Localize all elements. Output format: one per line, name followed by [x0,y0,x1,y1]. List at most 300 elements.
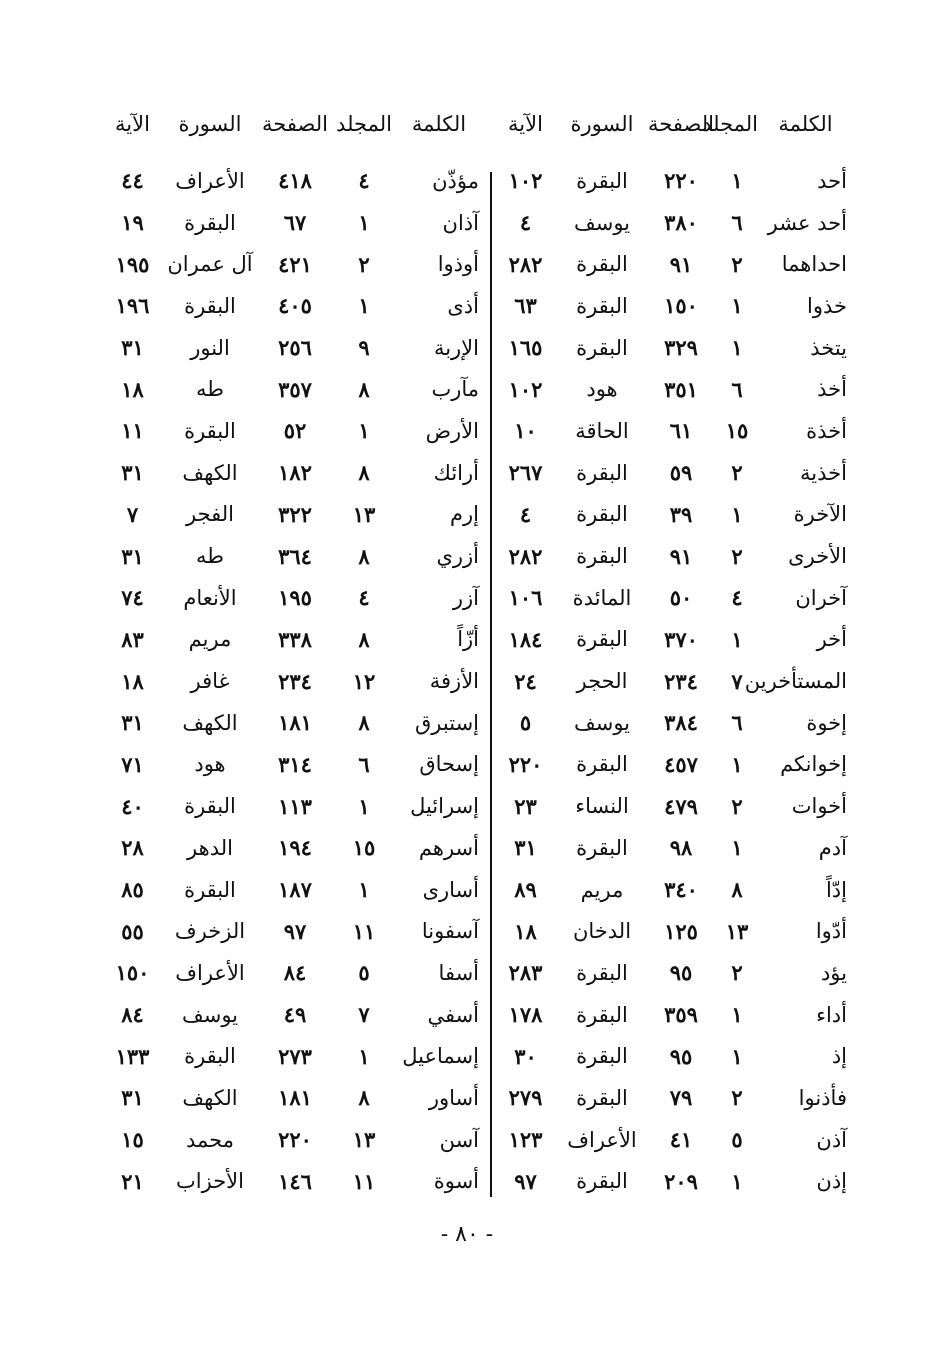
column-divider [490,172,492,1197]
cell-surah: البقرة [576,252,628,277]
cell-page: ٢٠٩ [664,1168,698,1194]
cell-word: إسحاق [419,752,479,777]
cell-volume: ٢ [731,251,743,277]
cell-verse: ١٨ [121,376,144,402]
cell-page: ٩٨ [669,835,693,861]
cell-page: ٤٥٧ [664,751,698,777]
cell-volume: ١٢ [352,668,376,694]
cell-verse: ٧١ [121,751,144,777]
table-row [493,452,853,494]
cell-verse: ١١ [121,418,144,444]
cell-verse: ١٦٥ [508,335,543,361]
cell-volume: ٢ [731,543,743,569]
cell-verse: ٦٣ [514,293,537,319]
cell-word: آذن [816,1127,847,1152]
cell-page: ٥٢ [283,418,307,444]
cell-surah: البقرة [576,293,628,318]
cell-page: ٣٨٤ [664,710,698,736]
index-column-right [493,112,853,1202]
cell-surah: الحجر [576,669,628,694]
cell-volume: ٧ [358,1002,370,1028]
cell-page: ٣٢٩ [664,335,698,361]
cell-surah: مريم [188,627,232,652]
cell-verse: ٢٨٣ [508,960,543,986]
table-row [100,1161,485,1203]
table-row [493,952,853,994]
cell-word: أزري [436,544,479,569]
cell-page: ٣٦٤ [278,543,312,569]
table-row [100,243,485,285]
table-row [100,577,485,619]
cell-word: الأرض [425,418,479,443]
cell-verse: ١٢٣ [508,1127,543,1153]
cell-surah: البقرة [576,627,628,652]
cell-surah: يوسف [573,210,631,235]
cell-page: ٤٢١ [278,251,312,277]
table-row [100,952,485,994]
cell-word: آدم [818,835,847,860]
cell-volume: ٨ [731,877,743,903]
cell-page: ٣٤٠ [664,877,698,903]
cell-page: ٢٧٣ [278,1043,312,1069]
cell-word: أخوات [791,794,847,819]
cell-surah: الأعراف [175,960,245,985]
cell-word: مؤذّن [432,168,479,193]
cell-verse: ٤ [519,210,532,236]
cell-verse: ١٨ [121,668,144,694]
table-row [100,494,485,536]
cell-volume: ٦ [731,710,743,736]
cell-volume: ١٥ [352,835,376,861]
table-row [493,827,853,869]
cell-word: الأخرى [788,544,847,569]
table-row [100,619,485,661]
cell-page: ٤٧٩ [664,793,698,819]
cell-volume: ٥ [731,1127,743,1153]
header-page: الصفحة [648,112,714,136]
cell-page: ٥٠ [669,585,693,611]
cell-volume: ٨ [358,626,370,652]
cell-surah: محمد [186,1127,234,1152]
table-row [493,785,853,827]
cell-verse: ١٩٥ [115,251,150,277]
cell-page: ٦٧ [283,210,307,236]
cell-volume: ٢ [731,793,743,819]
cell-verse: ٨٣ [121,626,144,652]
cell-surah: البقرة [576,960,628,985]
cell-surah: الأعراف [567,1127,637,1152]
cell-word: آزر [452,585,479,610]
cell-volume: ١ [731,835,743,861]
cell-page: ٩١ [669,251,693,277]
cell-surah: الدخان [572,919,632,944]
cell-volume: ٤ [731,585,743,611]
cell-page: ٣٨٠ [664,210,698,236]
cell-surah: الزخرف [174,919,246,944]
cell-surah: البقرة [184,877,236,902]
cell-word: آخران [795,585,847,610]
cell-page: ٢٣٤ [278,668,312,694]
cell-volume: ١ [358,877,370,903]
cell-verse: ٢٣ [514,793,537,819]
header-verse: الآية [508,112,543,136]
cell-word: أسفا [438,960,479,985]
cell-volume: ٢ [358,251,370,277]
cell-volume: ١ [731,501,743,527]
cell-verse: ٣١ [121,460,144,486]
cell-page: ٦١ [669,418,693,444]
cell-verse: ٢٨٢ [508,543,543,569]
cell-page: ٩٥ [669,960,693,986]
cell-verse: ٣١ [121,710,144,736]
cell-surah: الفجر [186,502,234,527]
cell-surah: الحاقة [575,418,629,443]
cell-verse: ٧ [126,501,139,527]
cell-surah: البقرة [576,1044,628,1069]
cell-word: إسرائيل [410,794,479,819]
table-row [100,452,485,494]
cell-volume: ١ [731,626,743,652]
table-row [493,577,853,619]
cell-page: ١٩٤ [278,835,312,861]
cell-surah: البقرة [576,835,628,860]
table-row [493,160,853,202]
cell-surah: البقرة [576,1169,628,1194]
cell-surah: الكهف [182,460,238,485]
cell-word: الإربة [433,335,479,360]
cell-verse: ٨٩ [514,877,537,903]
cell-word: أخر [816,627,847,652]
cell-volume: ٤ [358,585,370,611]
cell-volume: ١ [731,1002,743,1028]
table-row [493,702,853,744]
cell-verse: ١٨ [514,918,537,944]
table-row [493,660,853,702]
cell-volume: ٢ [731,460,743,486]
cell-verse: ٤٤ [121,168,144,194]
cell-word: الأزفة [429,669,479,694]
table-row [493,910,853,952]
cell-surah: البقرة [184,1044,236,1069]
cell-verse: ٢٦٧ [508,460,543,486]
cell-verse: ٧٤ [121,585,144,611]
cell-surah: الأحزاب [176,1169,244,1194]
cell-surah: الدهر [187,835,233,860]
header-volume: المجلد [702,112,758,136]
cell-volume: ١ [358,293,370,319]
cell-word: إذ [831,1044,847,1069]
cell-surah: طه [196,544,224,569]
table-row [100,869,485,911]
index-table-left [100,112,485,1202]
cell-volume: ١٣ [352,1127,376,1153]
cell-volume: ٨ [358,460,370,486]
cell-word: إخوة [806,710,847,735]
cell-word: أدّوا [815,919,847,944]
cell-verse: ٢١ [121,1168,144,1194]
cell-volume: ١ [358,1043,370,1069]
page-number: - ٨٠ - [440,1222,494,1247]
cell-volume: ١٣ [725,918,749,944]
cell-word: آسفونا [421,919,479,944]
cell-page: ٤١ [669,1127,693,1153]
cell-volume: ٨ [358,376,370,402]
cell-volume: ٢ [731,1085,743,1111]
cell-surah: يوسف [573,710,631,735]
cell-surah: البقرة [576,460,628,485]
cell-word: إستبرق [415,710,479,735]
table-row [100,1077,485,1119]
cell-word: أخذية [800,460,847,485]
cell-verse: ١٩ [121,210,144,236]
cell-volume: ١١ [352,1168,376,1194]
table-row [493,243,853,285]
cell-verse: ٤ [519,501,532,527]
table-row [100,410,485,452]
cell-page: ١٨٢ [278,460,312,486]
cell-page: ٨٤ [283,960,307,986]
cell-volume: ١ [731,751,743,777]
table-row [100,1119,485,1161]
cell-word: أخذة [806,418,847,443]
cell-volume: ١ [731,293,743,319]
cell-volume: ٨ [358,1085,370,1111]
index-table-right [493,112,853,1202]
cell-surah: البقرة [184,794,236,819]
cell-page: ٢٢٠ [278,1127,312,1153]
cell-verse: ٩٧ [514,1168,537,1194]
cell-surah: يوسف [181,1002,239,1027]
cell-word: إسماعيل [402,1044,479,1069]
cell-surah: المائدة [572,585,632,610]
cell-word: أساور [428,1085,479,1110]
cell-surah: هود [194,752,226,777]
table-row [493,1119,853,1161]
cell-page: ١٩٥ [278,585,312,611]
header-verse: الآية [115,112,150,136]
header-surah: السورة [178,112,242,136]
cell-page: ١١٣ [278,793,312,819]
cell-page: ١٨٧ [278,877,312,903]
table-row [493,410,853,452]
cell-verse: ٢٢٠ [508,751,543,777]
cell-word: أحد عشر [767,210,847,235]
cell-verse: ٥٥ [121,918,144,944]
cell-surah: النور [190,335,230,360]
cell-verse: ١٠٢ [508,376,543,402]
cell-word: إذن [816,1169,847,1194]
cell-word: يتخذ [810,335,847,360]
cell-word: أسفي [427,1002,479,1027]
cell-page: ٤١٨ [278,168,312,194]
cell-verse: ٢٨ [121,835,144,861]
cell-verse: ١٠٢ [508,168,543,194]
cell-surah: غافر [190,669,230,694]
cell-surah: مريم [580,877,624,902]
table-row [100,660,485,702]
table-row [493,1035,853,1077]
header-volume: المجلد [336,112,392,136]
cell-volume: ١ [731,168,743,194]
table-row [493,744,853,786]
cell-word: خذوا [807,293,847,318]
table-row [100,160,485,202]
cell-word: أحد [817,168,847,193]
cell-page: ٩١ [669,543,693,569]
cell-surah: الكهف [182,1085,238,1110]
cell-volume: ١٣ [352,501,376,527]
cell-word: أوذوا [437,252,479,277]
cell-page: ٣٩ [669,501,693,527]
cell-verse: ٣١ [121,1085,144,1111]
cell-word: فأذنوا [798,1085,847,1110]
cell-verse: ١٠٦ [508,585,543,611]
table-row [493,202,853,244]
table-row [493,327,853,369]
cell-word: إدّاً [825,877,847,902]
cell-volume: ٢ [731,960,743,986]
cell-volume: ١١ [352,918,376,944]
cell-verse: ٢٧٩ [508,1085,543,1111]
cell-verse: ١٣٣ [115,1043,150,1069]
table-row [100,202,485,244]
cell-volume: ١ [358,793,370,819]
table-row [100,702,485,744]
cell-volume: ٥ [358,960,370,986]
cell-surah: البقرة [184,418,236,443]
cell-word: المستأخرين [744,669,847,694]
table-header-row [493,112,853,160]
header-word: الكلمة [778,112,833,136]
cell-verse: ٢٨٢ [508,251,543,277]
cell-page: ٣٢٢ [278,501,312,527]
cell-page: ٩٧ [283,918,307,944]
table-row [100,368,485,410]
table-row [493,368,853,410]
cell-verse: ٤٠ [121,793,144,819]
cell-word: أرائك [433,460,479,485]
cell-page: ٥٩ [669,460,693,486]
cell-surah: البقرة [576,168,628,193]
header-surah: السورة [570,112,634,136]
header-page: الصفحة [262,112,328,136]
cell-surah: البقرة [184,293,236,318]
table-row [100,785,485,827]
cell-word: آسن [439,1127,479,1152]
cell-word: أزّاً [457,627,479,652]
cell-surah: الكهف [182,710,238,735]
cell-volume: ٩ [358,335,370,361]
index-column-left [100,112,485,1202]
cell-verse: ١٥٠ [115,960,150,986]
cell-word: احداهما [781,252,847,277]
cell-volume: ١ [358,210,370,236]
cell-page: ٤٩ [283,1002,307,1028]
cell-page: ٣٣٨ [278,626,312,652]
cell-word: أذى [447,293,479,318]
cell-volume: ١٥ [725,418,749,444]
cell-page: ١٤٦ [278,1168,312,1194]
cell-volume: ١ [731,335,743,361]
cell-surah: البقرة [576,544,628,569]
cell-page: ١٥٠ [664,293,698,319]
cell-page: ٢٣٤ [664,668,698,694]
table-header-row [100,112,485,160]
cell-verse: ١٧٨ [508,1002,543,1028]
cell-verse: ١٥ [121,1127,144,1153]
cell-surah: البقرة [576,1085,628,1110]
cell-page: ٣٥٧ [278,376,312,402]
cell-page: ٩٥ [669,1043,693,1069]
cell-volume: ٦ [358,751,370,777]
cell-verse: ٢٤ [514,668,537,694]
cell-surah: البقرة [576,335,628,360]
cell-surah: طه [196,377,224,402]
cell-verse: ٨٤ [121,1002,144,1028]
table-row [100,910,485,952]
cell-word: إخوانكم [780,752,847,777]
cell-volume: ٧ [731,668,743,694]
cell-verse: ٥ [519,710,532,736]
table-row [493,619,853,661]
cell-surah: البقرة [576,502,628,527]
cell-page: ٣٥١ [664,376,698,402]
cell-word: مآرب [431,377,479,402]
cell-volume: ١ [731,1168,743,1194]
cell-page: ١٢٥ [664,918,698,944]
cell-page: ٢٢٠ [664,168,698,194]
cell-verse: ٨٥ [121,877,144,903]
cell-surah: البقرة [576,1002,628,1027]
cell-verse: ٣٠ [514,1043,537,1069]
cell-page: ٣٥٩ [664,1002,698,1028]
cell-word: أداء [816,1002,847,1027]
cell-word: أسارى [422,877,479,902]
cell-volume: ٦ [731,376,743,402]
cell-volume: ١ [731,1043,743,1069]
cell-surah: النساء [575,794,629,819]
cell-verse: ٣١ [514,835,537,861]
table-row [100,1035,485,1077]
cell-verse: ٣١ [121,335,144,361]
cell-word: آذان [442,210,479,235]
cell-verse: ٣١ [121,543,144,569]
table-row [100,994,485,1036]
cell-word: أسرهم [418,835,479,860]
cell-page: ٣٧٠ [664,626,698,652]
cell-page: ١٨١ [278,710,312,736]
table-row [493,285,853,327]
cell-volume: ٤ [358,168,370,194]
table-row [100,827,485,869]
cell-surah: البقرة [576,752,628,777]
cell-page: ٢٥٦ [278,335,312,361]
cell-page: ٧٩ [669,1085,693,1111]
table-row [493,869,853,911]
table-row [493,1161,853,1203]
table-row [100,285,485,327]
table-row [493,994,853,1036]
cell-page: ٤٠٥ [278,293,312,319]
cell-page: ٣١٤ [278,751,312,777]
cell-word: يؤد [820,960,847,985]
table-row [100,535,485,577]
cell-verse: ١٨٤ [508,626,543,652]
cell-verse: ١٩٦ [115,293,150,319]
table-row [493,494,853,536]
header-word: الكلمة [411,112,467,136]
table-row [100,744,485,786]
